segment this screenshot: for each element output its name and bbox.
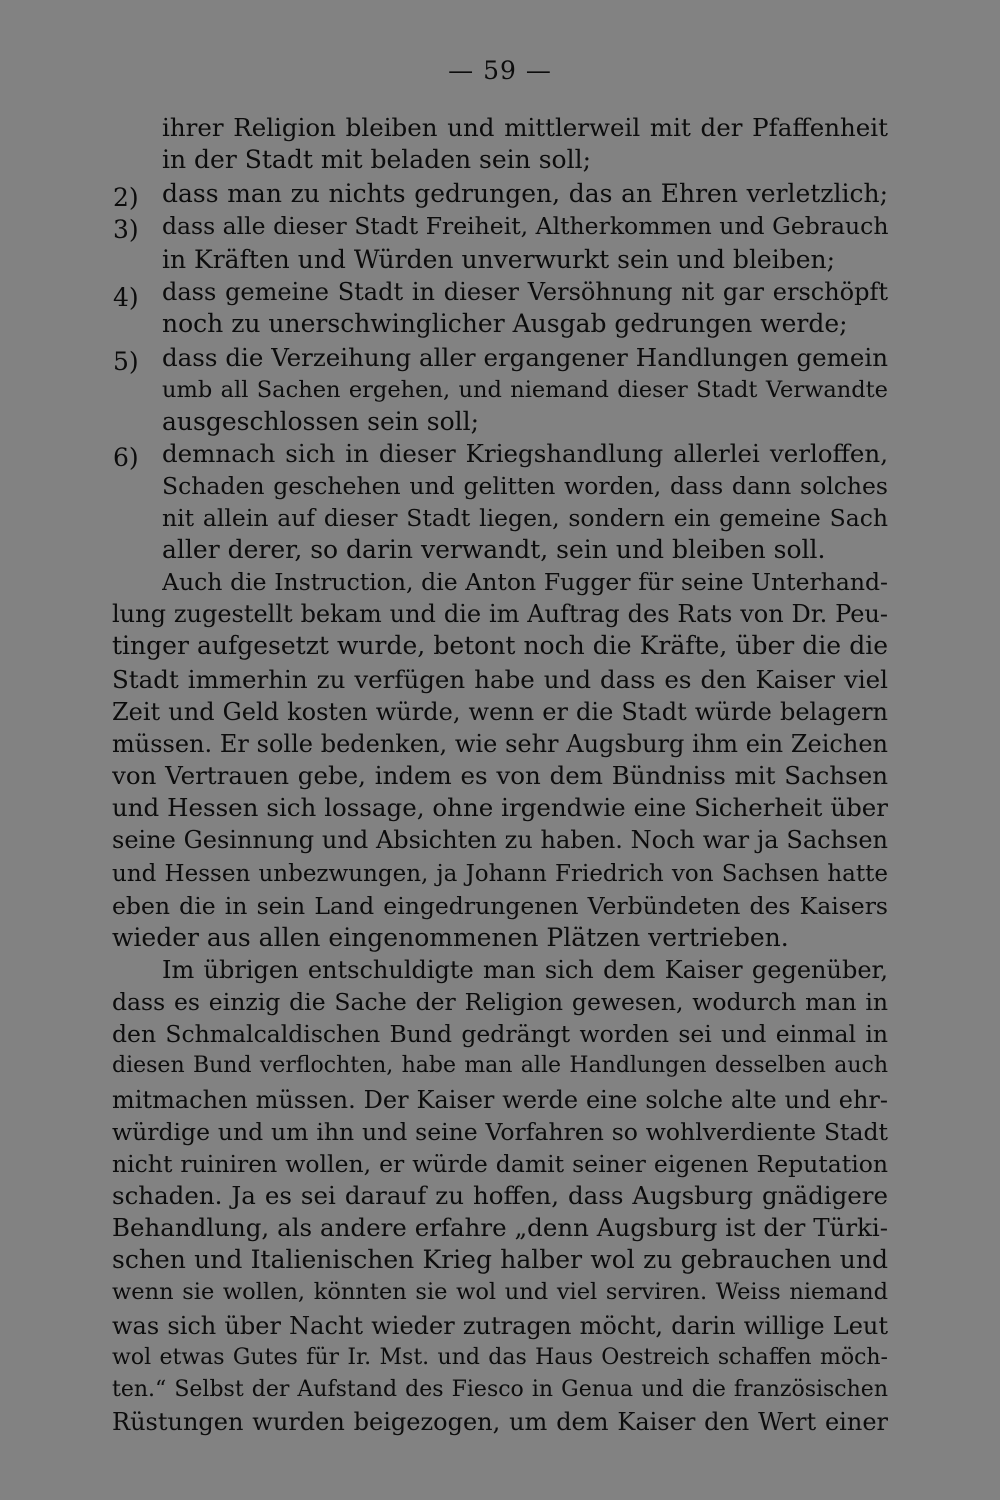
text-line: von Vertrauen gebe, indem es von dem Bündniss mit Sachsen	[112, 761, 888, 790]
item-number: 3)	[113, 215, 139, 244]
text-line: tinger aufgesetzt wurde, betont noch die Kräfte, über die die	[112, 631, 888, 660]
text-line: dass gemeine Stadt in dieser Versöhnung nit gar erschöpft	[162, 278, 888, 306]
text-line: nicht ruiniren wollen, er würde damit seiner eigenen Reputation	[112, 1150, 888, 1178]
text-line: in der Stadt mit beladen sein soll;	[162, 145, 592, 174]
text-line: lung zugestellt bekam und die im Auftrag des Rats von Dr. Peu-	[112, 600, 888, 628]
text-line: Schaden geschehen und gelitten worden, dass dann solches	[162, 472, 888, 500]
text-line: ausgeschlossen sein soll;	[162, 407, 480, 436]
item-number: 5)	[113, 347, 139, 376]
item-number: 2)	[113, 183, 139, 212]
text-line: wieder aus allen eingenommenen Plätzen vertrieben.	[112, 923, 789, 952]
text-line: würdige und um ihn und seine Vorfahren so wohlverdiente Stadt	[112, 1118, 888, 1146]
text-line: aller derer, so darin verwandt, sein und bleiben soll.	[162, 535, 826, 564]
text-line: umb all Sachen ergehen, und niemand dieser Stadt Verwandte	[162, 377, 888, 403]
text-line: wenn sie wollen, könnten sie wol und viel serviren. Weiss niemand	[112, 1279, 888, 1305]
text-line: seine Gesinnung und Absichten zu haben. Noch war ja Sachsen	[112, 826, 888, 854]
text-line: Behandlung, als andere erfahre „denn Augsburg ist der Türki-	[112, 1213, 888, 1242]
text-line: Stadt immerhin zu verfügen habe und dass es den Kaiser viel	[112, 665, 888, 694]
text-line: schen und Italienischen Krieg halber wol zu gebrauchen und	[112, 1245, 888, 1274]
text-line: nit allein auf dieser Stadt liegen, sondern ein gemeine Sach	[162, 504, 888, 532]
text-line: demnach sich in dieser Kriegshandlung allerlei verloffen,	[162, 439, 888, 468]
text-line: dass man zu nichts gedrungen, das an Ehren verletzlich;	[162, 179, 888, 208]
text-line: diesen Bund verflochten, habe man alle Handlungen desselben auch	[112, 1053, 888, 1078]
item-number: 6)	[113, 443, 139, 472]
text-line: den Schmalcaldischen Bund gedrängt worden sei und einmal in	[112, 1020, 888, 1048]
text-line: Im übrigen entschuldigte man sich dem Kaiser gegenüber,	[162, 956, 888, 984]
text-line: mitmachen müssen. Der Kaiser werde eine solche alte und ehr-	[112, 1086, 888, 1114]
text-line: Zeit und Geld kosten würde, wenn er die Stadt würde belagern	[112, 698, 888, 726]
text-line: müssen. Er solle bedenken, wie sehr Augsburg ihm ein Zeichen	[112, 730, 888, 758]
text-line: dass es einzig die Sache der Religion gewesen, wodurch man in	[112, 988, 888, 1016]
text-line: ten.“ Selbst der Aufstand des Fiesco in Genua und die französischen	[112, 1377, 888, 1402]
text-line: eben die in sein Land eingedrungenen Verbündeten des Kaisers	[112, 892, 888, 920]
text-line: dass die Verzeihung aller ergangener Handlungen gemein	[162, 343, 888, 372]
text-line: und Hessen sich lossage, ohne irgendwie eine Sicherheit über	[112, 793, 888, 822]
item-number: 4)	[113, 283, 139, 312]
page-number: — 59 —	[448, 56, 552, 85]
text-line: in Kräften und Würden unverwurkt sein und bleiben;	[162, 245, 836, 274]
text-line: und Hessen unbezwungen, ja Johann Friedrich von Sachsen hatte	[112, 861, 888, 887]
text-line: dass alle dieser Stadt Freiheit, Altherkommen und Gebrauch	[162, 212, 888, 240]
text-line: Auch die Instruction, die Anton Fugger für seine Unterhand-	[162, 568, 888, 596]
text-line: schaden. Ja es sei darauf zu hoffen, dass Augsburg gnädigere	[112, 1181, 888, 1210]
text-line: wol etwas Gutes für Ir. Mst. und das Haus Oestreich schaffen möch-	[112, 1345, 888, 1370]
text-line: noch zu unerschwinglicher Ausgab gedrungen werde;	[162, 309, 848, 338]
text-line: was sich über Nacht wieder zutragen möcht, darin willige Leut	[112, 1312, 888, 1340]
text-line: ihrer Religion bleiben und mittlerweil mit der Pfaffenheit	[162, 113, 888, 142]
text-line: Rüstungen wurden beigezogen, um dem Kaiser den Wert einer	[112, 1408, 888, 1436]
